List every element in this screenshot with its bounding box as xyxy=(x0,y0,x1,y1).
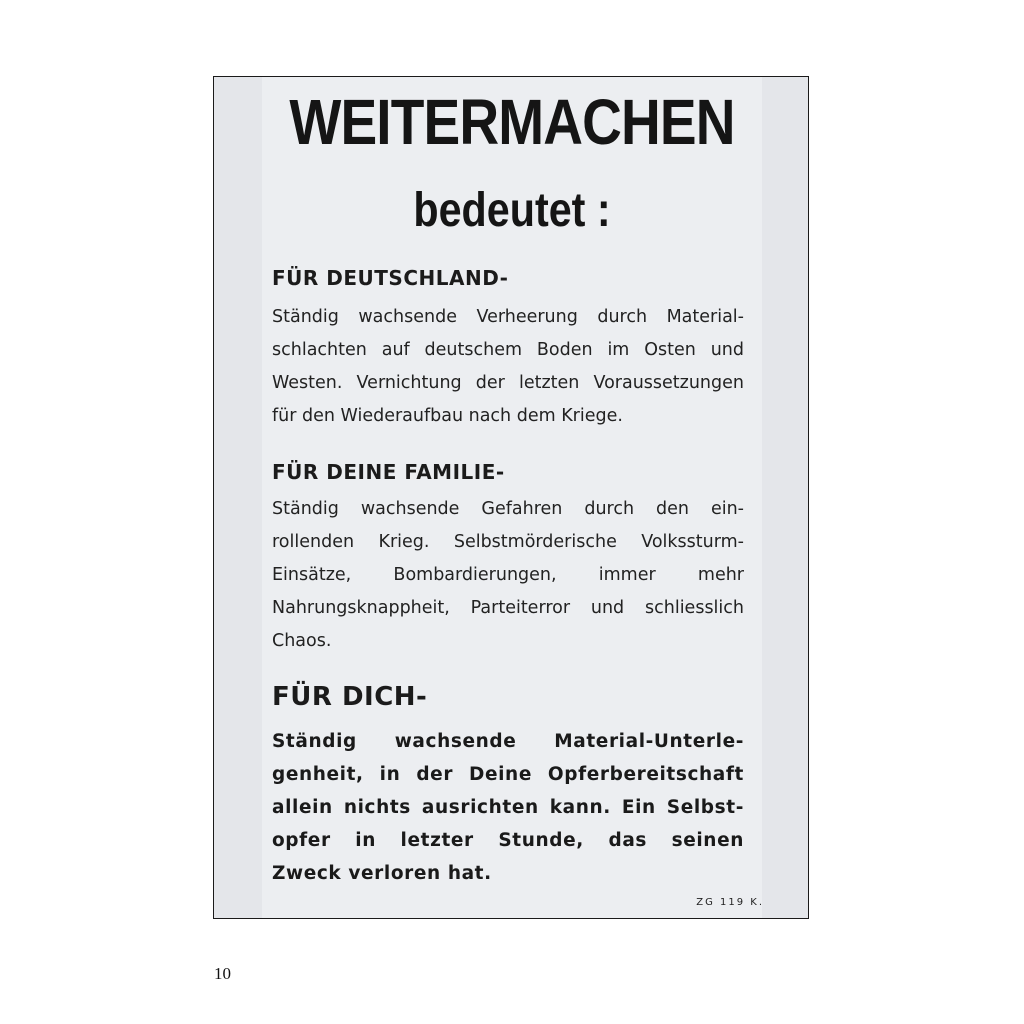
body-line: genheit, in der Deine Opferbereitschaft xyxy=(272,764,744,785)
body-line: für den Wiederaufbau nach dem Kriege. xyxy=(272,406,623,426)
body-line: Zweck verloren hat. xyxy=(272,863,492,884)
leaflet-subtitle: bedeutet : xyxy=(413,184,611,237)
page-number: 10 xyxy=(214,964,231,983)
body-line: allein nichts ausrichten kann. Ein Selbst- xyxy=(272,797,744,818)
section-familie xyxy=(272,457,744,658)
body-line: Ständig wachsende Material-Unterle- xyxy=(272,731,744,752)
section-heading: FÜR DEUTSCHLAND- xyxy=(272,266,509,290)
body-line: Ständig wachsende Gefahren durch den ein- xyxy=(272,499,744,519)
body-line: schlachten auf deutschem Boden im Osten und xyxy=(272,340,744,360)
section-body xyxy=(272,301,744,433)
body-line: Nahrungsknappheit, Parteiterror und schliesslich xyxy=(272,598,744,618)
body-line: Einsätze, Bombardierungen, immer mehr xyxy=(272,565,744,585)
section-dich xyxy=(272,679,744,890)
section-body xyxy=(272,725,744,890)
body-line: Ständig wachsende Verheerung durch Material- xyxy=(272,307,744,327)
section-body xyxy=(272,493,744,658)
leaflet-scan xyxy=(213,76,809,919)
body-line: Chaos. xyxy=(272,631,332,651)
body-line: opfer in letzter Stunde, das seinen xyxy=(272,830,744,851)
section-heading: FÜR DICH- xyxy=(272,682,428,712)
section-heading: FÜR DEINE FAMILIE- xyxy=(272,460,505,484)
leaflet-code: ZG 119 K. xyxy=(696,897,764,908)
leaflet-title: WEITERMACHEN xyxy=(289,86,735,158)
body-line: Westen. Vernichtung der letzten Voraussetzungen xyxy=(272,373,744,393)
body-line: rollenden Krieg. Selbstmörderische Volkssturm- xyxy=(272,532,744,552)
section-deutschland xyxy=(272,263,744,433)
